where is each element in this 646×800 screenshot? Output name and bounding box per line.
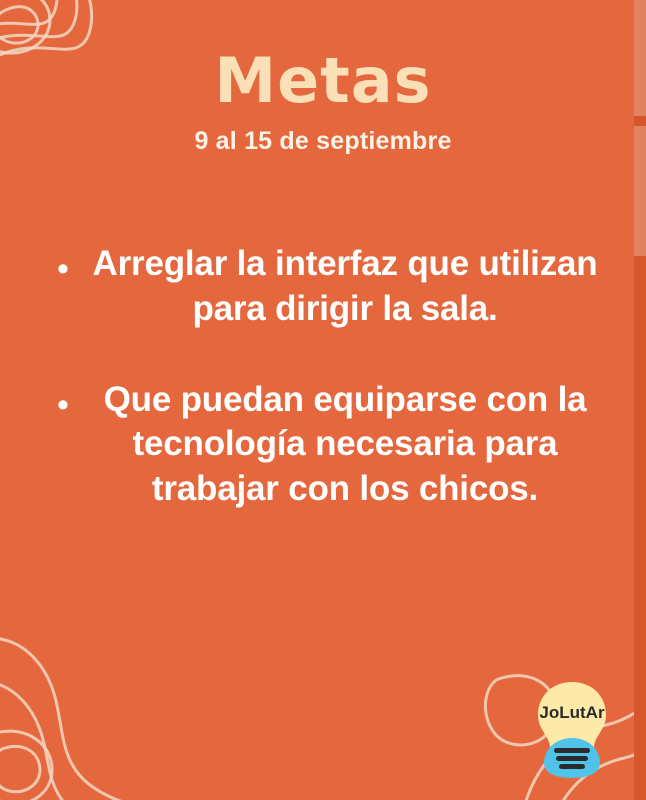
topographic-decoration-bottom-left <box>0 615 200 800</box>
list-item <box>40 242 612 332</box>
scrollbar-strip[interactable] <box>634 0 646 800</box>
svg-text:JoLutAr: JoLutAr <box>539 703 605 722</box>
goal-text: Que puedan equiparse con la tecnología necesaria para trabajar con los chicos. <box>103 379 587 509</box>
scrollbar-segment-top <box>634 0 646 116</box>
goals-list <box>0 242 646 512</box>
page-title: Metas <box>214 44 432 117</box>
bullet-icon: • <box>57 250 69 289</box>
jolutar-logo <box>524 678 620 782</box>
bullet-icon: • <box>57 385 69 424</box>
header <box>0 0 646 156</box>
goal-text: Arreglar la interfaz que utilizan para dirigir la sala. <box>92 244 598 328</box>
date-range-subtitle: 9 al 15 de septiembre <box>194 127 452 156</box>
scrollbar-segment-second <box>634 126 646 256</box>
list-item <box>40 378 612 512</box>
